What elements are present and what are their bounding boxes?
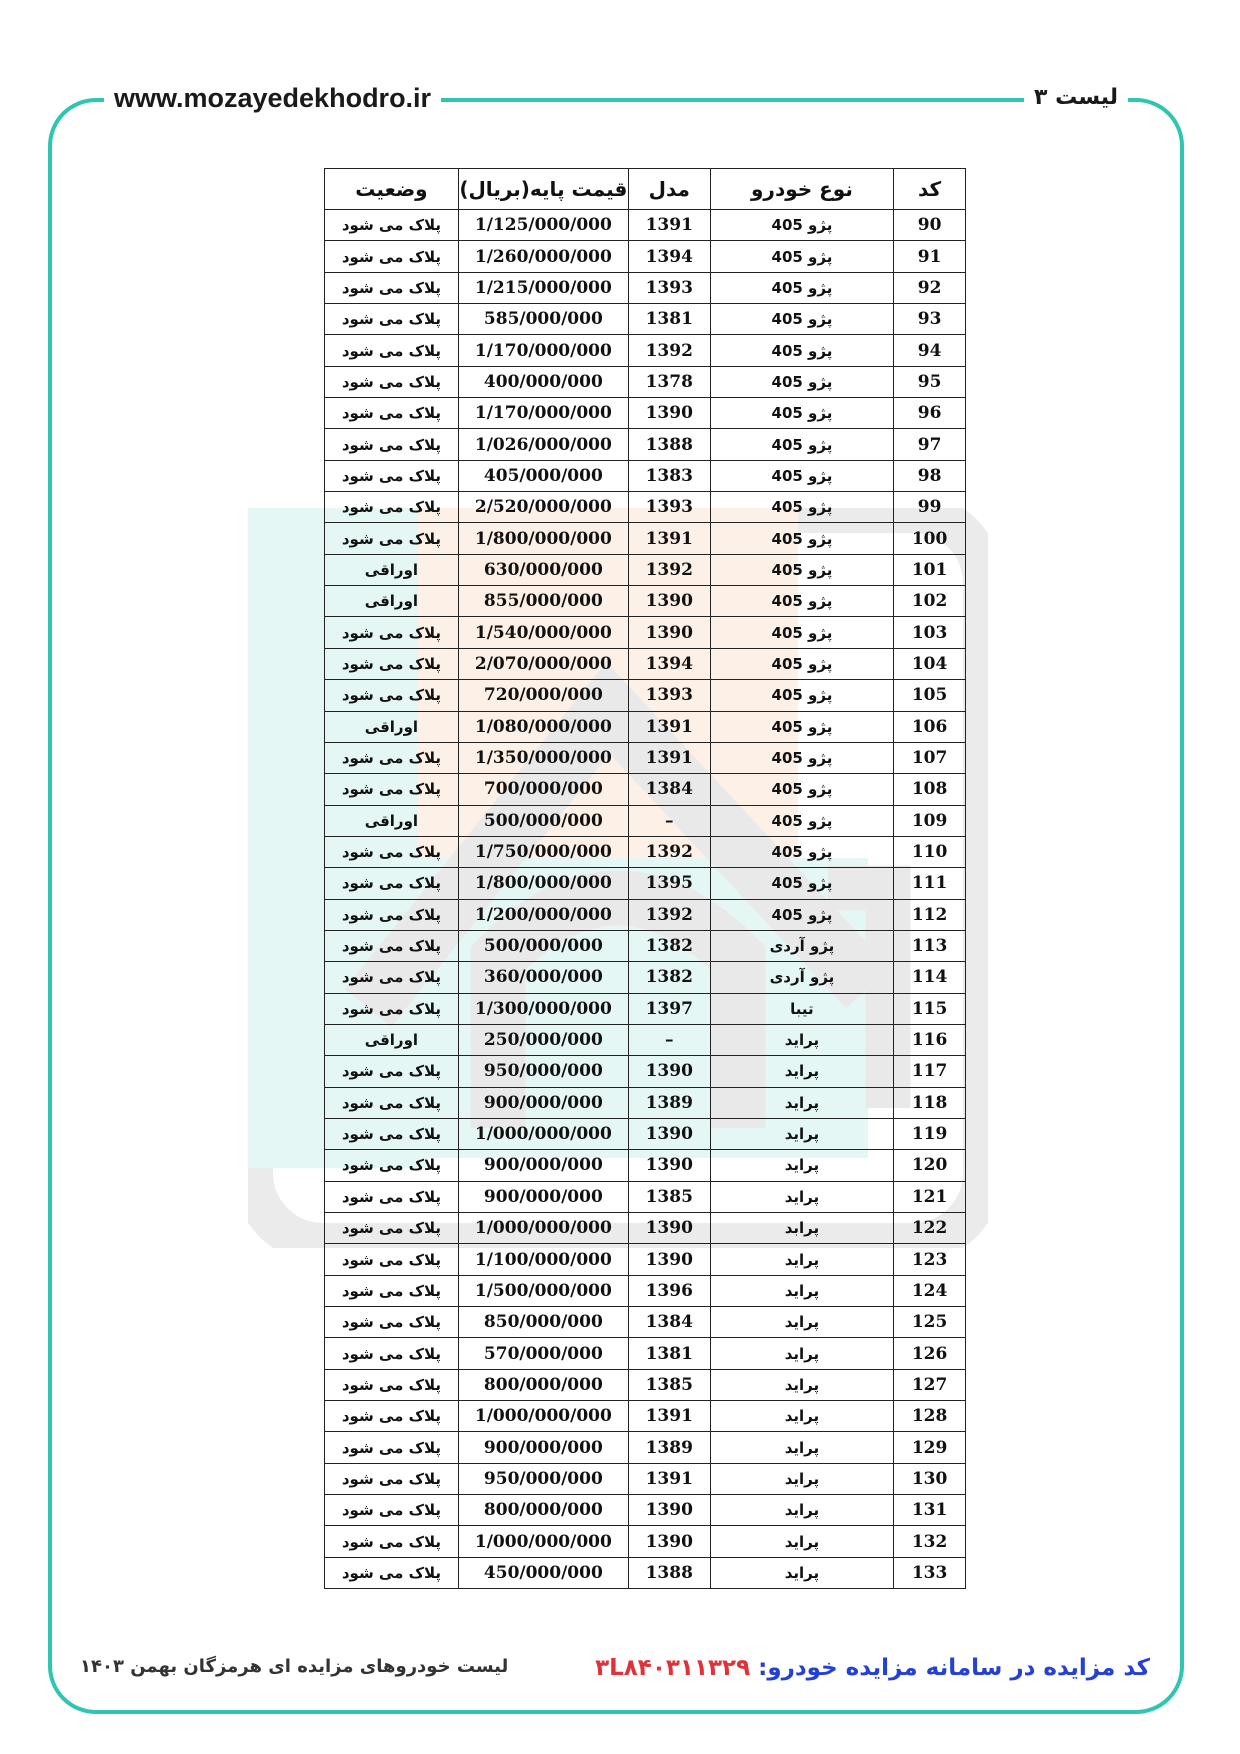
cell-status: پلاک می شود <box>325 1307 459 1338</box>
table-header-row <box>325 169 966 210</box>
cell-car-type: پژو 405 <box>710 335 894 366</box>
table-row <box>325 1213 966 1244</box>
cell-price: 2/070/000/000 <box>458 648 628 679</box>
table-row <box>325 1401 966 1432</box>
auction-code-line <box>595 1655 1150 1681</box>
cell-code: 108 <box>894 774 966 805</box>
cell-model: 1381 <box>628 1338 710 1369</box>
cell-status: پلاک می شود <box>325 899 459 930</box>
table-row <box>325 1150 966 1181</box>
cell-car-type: پژو 405 <box>710 868 894 899</box>
cell-model: 1393 <box>628 680 710 711</box>
cell-code: 128 <box>894 1401 966 1432</box>
cell-price: 630/000/000 <box>458 554 628 585</box>
cell-model: 1394 <box>628 648 710 679</box>
cell-code: 118 <box>894 1087 966 1118</box>
cell-code: 110 <box>894 836 966 867</box>
cell-car-type: پژو 405 <box>710 429 894 460</box>
cell-model: 1390 <box>628 1526 710 1557</box>
cell-price: 250/000/000 <box>458 1024 628 1055</box>
cell-code: 103 <box>894 617 966 648</box>
table-row <box>325 272 966 303</box>
cell-status: پلاک می شود <box>325 1495 459 1526</box>
cell-status: پلاک می شود <box>325 1526 459 1557</box>
cell-status: پلاک می شود <box>325 962 459 993</box>
cell-price: 570/000/000 <box>458 1338 628 1369</box>
cell-model: 1393 <box>628 272 710 303</box>
cell-model: – <box>628 805 710 836</box>
cell-status: پلاک می شود <box>325 1275 459 1306</box>
cell-price: 1/170/000/000 <box>458 335 628 366</box>
header-car-type: نوع خودرو <box>710 169 894 210</box>
table-row <box>325 304 966 335</box>
cell-status: اوراقی <box>325 805 459 836</box>
cell-model: 1396 <box>628 1275 710 1306</box>
cell-car-type: پژو 405 <box>710 554 894 585</box>
cell-status: پلاک می شود <box>325 930 459 961</box>
cell-model: 1385 <box>628 1369 710 1400</box>
cell-status: پلاک می شود <box>325 210 459 241</box>
cell-code: 92 <box>894 272 966 303</box>
cell-car-type: پراید <box>710 1369 894 1400</box>
cell-code: 102 <box>894 586 966 617</box>
table-row <box>325 1463 966 1494</box>
cell-model: 1384 <box>628 1307 710 1338</box>
cell-model: 1390 <box>628 1150 710 1181</box>
list-description: لیست خودروهای مزایده ای هرمزگان بهمن ۱۴۰۳ <box>80 1656 509 1677</box>
cell-status: پلاک می شود <box>325 836 459 867</box>
table-row <box>325 523 966 554</box>
cell-price: 800/000/000 <box>458 1495 628 1526</box>
table-row <box>325 962 966 993</box>
cell-price: 1/800/000/000 <box>458 523 628 554</box>
cell-car-type: پرابد <box>710 1213 894 1244</box>
cell-code: 94 <box>894 335 966 366</box>
cell-model: 1392 <box>628 836 710 867</box>
cell-car-type: پژو 405 <box>710 617 894 648</box>
cell-code: 132 <box>894 1526 966 1557</box>
table-row <box>325 210 966 241</box>
table-row <box>325 1244 966 1275</box>
cell-status: پلاک می شود <box>325 680 459 711</box>
cell-car-type: پژو 405 <box>710 272 894 303</box>
cell-car-type: پراید <box>710 1150 894 1181</box>
cell-model: 1381 <box>628 304 710 335</box>
table-row <box>325 366 966 397</box>
cell-status: پلاک می شود <box>325 241 459 272</box>
cell-car-type: پژو 405 <box>710 460 894 491</box>
cell-car-type: پژو 405 <box>710 805 894 836</box>
cell-car-type: پراید <box>710 1275 894 1306</box>
cell-code: 91 <box>894 241 966 272</box>
cell-car-type: پژو 405 <box>710 774 894 805</box>
cell-car-type: پژو 405 <box>710 366 894 397</box>
cell-price: 950/000/000 <box>458 1056 628 1087</box>
cell-code: 115 <box>894 993 966 1024</box>
cell-car-type: پژو 405 <box>710 742 894 773</box>
header-model: مدل <box>628 169 710 210</box>
cell-price: 1/215/000/000 <box>458 272 628 303</box>
cell-code: 122 <box>894 1213 966 1244</box>
table-row <box>325 1056 966 1087</box>
table-row <box>325 899 966 930</box>
cell-code: 116 <box>894 1024 966 1055</box>
table-row <box>325 429 966 460</box>
cell-price: 700/000/000 <box>458 774 628 805</box>
cell-price: 950/000/000 <box>458 1463 628 1494</box>
cell-car-type: پراید <box>710 1526 894 1557</box>
cell-code: 123 <box>894 1244 966 1275</box>
cell-status: پلاک می شود <box>325 523 459 554</box>
cell-price: 1/100/000/000 <box>458 1244 628 1275</box>
cell-price: 1/200/000/000 <box>458 899 628 930</box>
car-list-table <box>324 168 966 1589</box>
cell-model: 1389 <box>628 1087 710 1118</box>
table-row <box>325 1275 966 1306</box>
cell-price: 900/000/000 <box>458 1432 628 1463</box>
cell-price: 405/000/000 <box>458 460 628 491</box>
cell-car-type: پژو 405 <box>710 398 894 429</box>
cell-car-type: پراید <box>710 1118 894 1149</box>
cell-model: 1390 <box>628 1056 710 1087</box>
cell-car-type: پراید <box>710 1338 894 1369</box>
table-row <box>325 805 966 836</box>
cell-model: 1391 <box>628 1401 710 1432</box>
website-url[interactable]: www.mozayedekhodro.ir <box>104 78 441 118</box>
cell-code: 109 <box>894 805 966 836</box>
cell-code: 124 <box>894 1275 966 1306</box>
table-row <box>325 1087 966 1118</box>
cell-car-type: پژو 405 <box>710 492 894 523</box>
cell-price: 500/000/000 <box>458 805 628 836</box>
cell-price: 800/000/000 <box>458 1369 628 1400</box>
cell-code: 125 <box>894 1307 966 1338</box>
cell-model: 1397 <box>628 993 710 1024</box>
cell-model: 1388 <box>628 1557 710 1588</box>
table-row <box>325 335 966 366</box>
table-row <box>325 617 966 648</box>
cell-car-type: پژو 405 <box>710 304 894 335</box>
cell-price: 850/000/000 <box>458 1307 628 1338</box>
cell-status: پلاک می شود <box>325 1118 459 1149</box>
cell-status: پلاک می شود <box>325 1463 459 1494</box>
cell-code: 99 <box>894 492 966 523</box>
cell-car-type: پژو 405 <box>710 899 894 930</box>
auction-code: ۳L۸۴۰۳۱۱۳۲۹ <box>595 1655 751 1681</box>
cell-status: پلاک می شود <box>325 617 459 648</box>
cell-status: پلاک می شود <box>325 398 459 429</box>
cell-car-type: پراید <box>710 1401 894 1432</box>
header-status: وضعیت <box>325 169 459 210</box>
cell-car-type: پراید <box>710 1495 894 1526</box>
cell-model: 1389 <box>628 1432 710 1463</box>
cell-status: پلاک می شود <box>325 1557 459 1588</box>
cell-price: 1/260/000/000 <box>458 241 628 272</box>
cell-code: 95 <box>894 366 966 397</box>
cell-price: 720/000/000 <box>458 680 628 711</box>
cell-price: 1/540/000/000 <box>458 617 628 648</box>
auction-code-label: کد مزایده در سامانه مزایده خودرو: <box>758 1655 1150 1681</box>
cell-code: 120 <box>894 1150 966 1181</box>
cell-status: اوراقی <box>325 711 459 742</box>
cell-code: 104 <box>894 648 966 679</box>
table-row <box>325 1526 966 1557</box>
table-row <box>325 554 966 585</box>
cell-code: 97 <box>894 429 966 460</box>
cell-model: 1385 <box>628 1181 710 1212</box>
cell-code: 113 <box>894 930 966 961</box>
cell-status: پلاک می شود <box>325 1181 459 1212</box>
cell-price: 1/350/000/000 <box>458 742 628 773</box>
cell-car-type: پژو آردی <box>710 962 894 993</box>
cell-model: 1393 <box>628 492 710 523</box>
table-row <box>325 648 966 679</box>
cell-price: 360/000/000 <box>458 962 628 993</box>
cell-model: 1392 <box>628 554 710 585</box>
cell-code: 96 <box>894 398 966 429</box>
cell-model: 1391 <box>628 523 710 554</box>
cell-car-type: پراید <box>710 1024 894 1055</box>
cell-car-type: پژو 405 <box>710 836 894 867</box>
cell-price: 1/000/000/000 <box>458 1401 628 1432</box>
cell-status: پلاک می شود <box>325 742 459 773</box>
cell-status: پلاک می شود <box>325 1338 459 1369</box>
cell-car-type: پژو 405 <box>710 680 894 711</box>
cell-price: 1/750/000/000 <box>458 836 628 867</box>
cell-price: 1/080/000/000 <box>458 711 628 742</box>
cell-car-type: پراید <box>710 1432 894 1463</box>
cell-model: 1390 <box>628 1118 710 1149</box>
cell-model: 1391 <box>628 711 710 742</box>
cell-status: پلاک می شود <box>325 1401 459 1432</box>
cell-code: 105 <box>894 680 966 711</box>
cell-model: 1383 <box>628 460 710 491</box>
cell-price: 855/000/000 <box>458 586 628 617</box>
table-row <box>325 1557 966 1588</box>
cell-code: 107 <box>894 742 966 773</box>
table-row <box>325 868 966 899</box>
table-row <box>325 398 966 429</box>
cell-model: 1382 <box>628 962 710 993</box>
table-row <box>325 1432 966 1463</box>
table-row <box>325 742 966 773</box>
cell-car-type: پراید <box>710 1557 894 1588</box>
cell-code: 131 <box>894 1495 966 1526</box>
cell-price: 1/000/000/000 <box>458 1526 628 1557</box>
cell-status: پلاک می شود <box>325 1432 459 1463</box>
table-row <box>325 1338 966 1369</box>
cell-model: 1390 <box>628 398 710 429</box>
cell-car-type: تیبا <box>710 993 894 1024</box>
cell-code: 114 <box>894 962 966 993</box>
cell-price: 900/000/000 <box>458 1150 628 1181</box>
cell-status: پلاک می شود <box>325 1150 459 1181</box>
table-row <box>325 1181 966 1212</box>
cell-status: پلاک می شود <box>325 429 459 460</box>
cell-code: 112 <box>894 899 966 930</box>
cell-price: 400/000/000 <box>458 366 628 397</box>
cell-code: 90 <box>894 210 966 241</box>
cell-status: اوراقی <box>325 586 459 617</box>
cell-car-type: پژو 405 <box>710 648 894 679</box>
table-row <box>325 836 966 867</box>
cell-code: 127 <box>894 1369 966 1400</box>
cell-model: 1391 <box>628 210 710 241</box>
cell-car-type: پژو آردی <box>710 930 894 961</box>
cell-status: پلاک می شود <box>325 648 459 679</box>
cell-price: 1/000/000/000 <box>458 1213 628 1244</box>
cell-code: 117 <box>894 1056 966 1087</box>
cell-car-type: پراید <box>710 1244 894 1275</box>
cell-price: 585/000/000 <box>458 304 628 335</box>
cell-price: 1/000/000/000 <box>458 1118 628 1149</box>
cell-code: 101 <box>894 554 966 585</box>
cell-car-type: پژو 405 <box>710 523 894 554</box>
cell-price: 1/300/000/000 <box>458 993 628 1024</box>
cell-code: 133 <box>894 1557 966 1588</box>
cell-status: پلاک می شود <box>325 460 459 491</box>
cell-price: 1/800/000/000 <box>458 868 628 899</box>
table-row <box>325 241 966 272</box>
cell-status: اوراقی <box>325 554 459 585</box>
cell-model: 1391 <box>628 742 710 773</box>
table-row <box>325 930 966 961</box>
cell-car-type: پراید <box>710 1056 894 1087</box>
cell-price: 1/500/000/000 <box>458 1275 628 1306</box>
cell-car-type: پراید <box>710 1181 894 1212</box>
cell-status: پلاک می شود <box>325 774 459 805</box>
cell-code: 93 <box>894 304 966 335</box>
cell-status: پلاک می شود <box>325 1244 459 1275</box>
cell-model: 1382 <box>628 930 710 961</box>
cell-price: 900/000/000 <box>458 1181 628 1212</box>
cell-car-type: پژو 405 <box>710 241 894 272</box>
cell-code: 98 <box>894 460 966 491</box>
cell-code: 129 <box>894 1432 966 1463</box>
cell-car-type: پژو 405 <box>710 210 894 241</box>
cell-model: 1390 <box>628 586 710 617</box>
table-row <box>325 1307 966 1338</box>
cell-car-type: پراید <box>710 1307 894 1338</box>
cell-status: پلاک می شود <box>325 868 459 899</box>
cell-model: 1392 <box>628 335 710 366</box>
cell-status: اوراقی <box>325 1024 459 1055</box>
cell-price: 450/000/000 <box>458 1557 628 1588</box>
cell-code: 100 <box>894 523 966 554</box>
cell-status: پلاک می شود <box>325 993 459 1024</box>
header-base-price: قیمت پایه(بریال) <box>458 169 628 210</box>
list-number-label: لیست ۳ <box>1024 78 1128 118</box>
cell-model: 1395 <box>628 868 710 899</box>
table-row <box>325 774 966 805</box>
cell-car-type: پراید <box>710 1087 894 1118</box>
cell-status: پلاک می شود <box>325 335 459 366</box>
cell-model: 1384 <box>628 774 710 805</box>
table-row <box>325 1118 966 1149</box>
table-row <box>325 1369 966 1400</box>
table-row <box>325 586 966 617</box>
cell-code: 111 <box>894 868 966 899</box>
cell-model: 1390 <box>628 1213 710 1244</box>
table-row <box>325 1024 966 1055</box>
cell-code: 119 <box>894 1118 966 1149</box>
cell-code: 121 <box>894 1181 966 1212</box>
cell-car-type: پژو 405 <box>710 586 894 617</box>
table-row <box>325 460 966 491</box>
cell-price: 900/000/000 <box>458 1087 628 1118</box>
cell-code: 130 <box>894 1463 966 1494</box>
cell-model: 1378 <box>628 366 710 397</box>
cell-model: 1394 <box>628 241 710 272</box>
cell-status: پلاک می شود <box>325 272 459 303</box>
cell-status: پلاک می شود <box>325 492 459 523</box>
cell-code: 126 <box>894 1338 966 1369</box>
cell-model: 1390 <box>628 1495 710 1526</box>
cell-model: 1392 <box>628 899 710 930</box>
cell-car-type: پراید <box>710 1463 894 1494</box>
table-row <box>325 492 966 523</box>
table-row <box>325 993 966 1024</box>
table-row <box>325 680 966 711</box>
table-row <box>325 711 966 742</box>
cell-price: 1/170/000/000 <box>458 398 628 429</box>
header-code: کد <box>894 169 966 210</box>
cell-price: 2/520/000/000 <box>458 492 628 523</box>
cell-price: 500/000/000 <box>458 930 628 961</box>
table-row <box>325 1495 966 1526</box>
cell-code: 106 <box>894 711 966 742</box>
cell-model: 1391 <box>628 1463 710 1494</box>
cell-status: پلاک می شود <box>325 1213 459 1244</box>
cell-model: 1390 <box>628 617 710 648</box>
cell-price: 1/125/000/000 <box>458 210 628 241</box>
cell-status: پلاک می شود <box>325 1056 459 1087</box>
cell-status: پلاک می شود <box>325 304 459 335</box>
cell-car-type: پژو 405 <box>710 711 894 742</box>
cell-status: پلاک می شود <box>325 366 459 397</box>
cell-price: 1/026/000/000 <box>458 429 628 460</box>
cell-status: پلاک می شود <box>325 1087 459 1118</box>
cell-model: 1390 <box>628 1244 710 1275</box>
cell-model: – <box>628 1024 710 1055</box>
cell-status: پلاک می شود <box>325 1369 459 1400</box>
cell-model: 1388 <box>628 429 710 460</box>
